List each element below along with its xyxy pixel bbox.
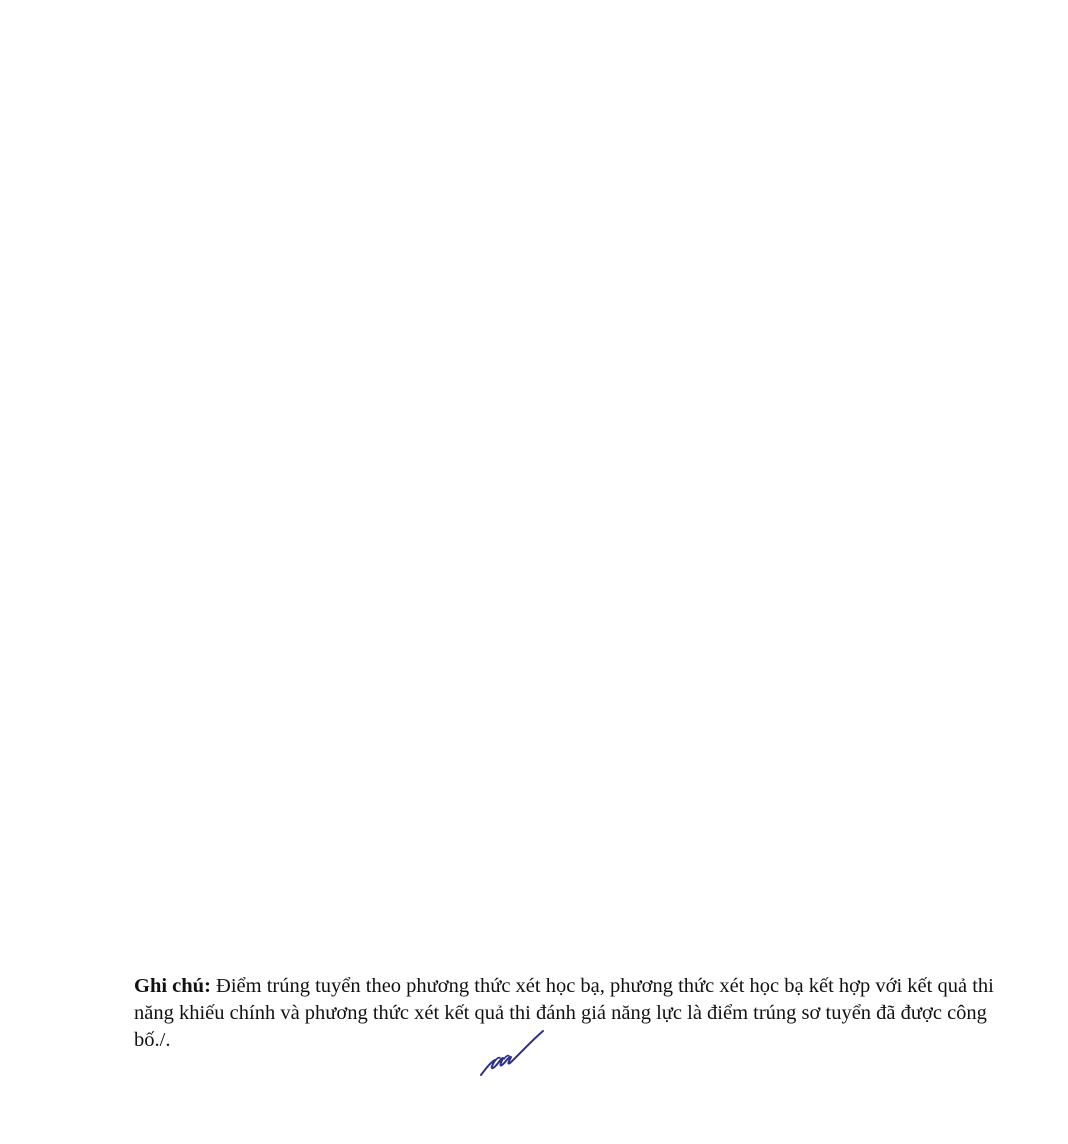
pen-initials-icon	[477, 1028, 549, 1080]
footnote-text: Điểm trúng tuyển theo phương thức xét học bạ, phương thức xét học bạ kết hợp với kết quả thi năng khiếu chính và phương thức xét kết quả thi đánh giá năng lực là điểm trúng sơ tuyển đã được công bố./.	[134, 974, 994, 1051]
footnote	[134, 973, 1006, 1055]
footnote-label: Ghi chú:	[134, 974, 211, 997]
